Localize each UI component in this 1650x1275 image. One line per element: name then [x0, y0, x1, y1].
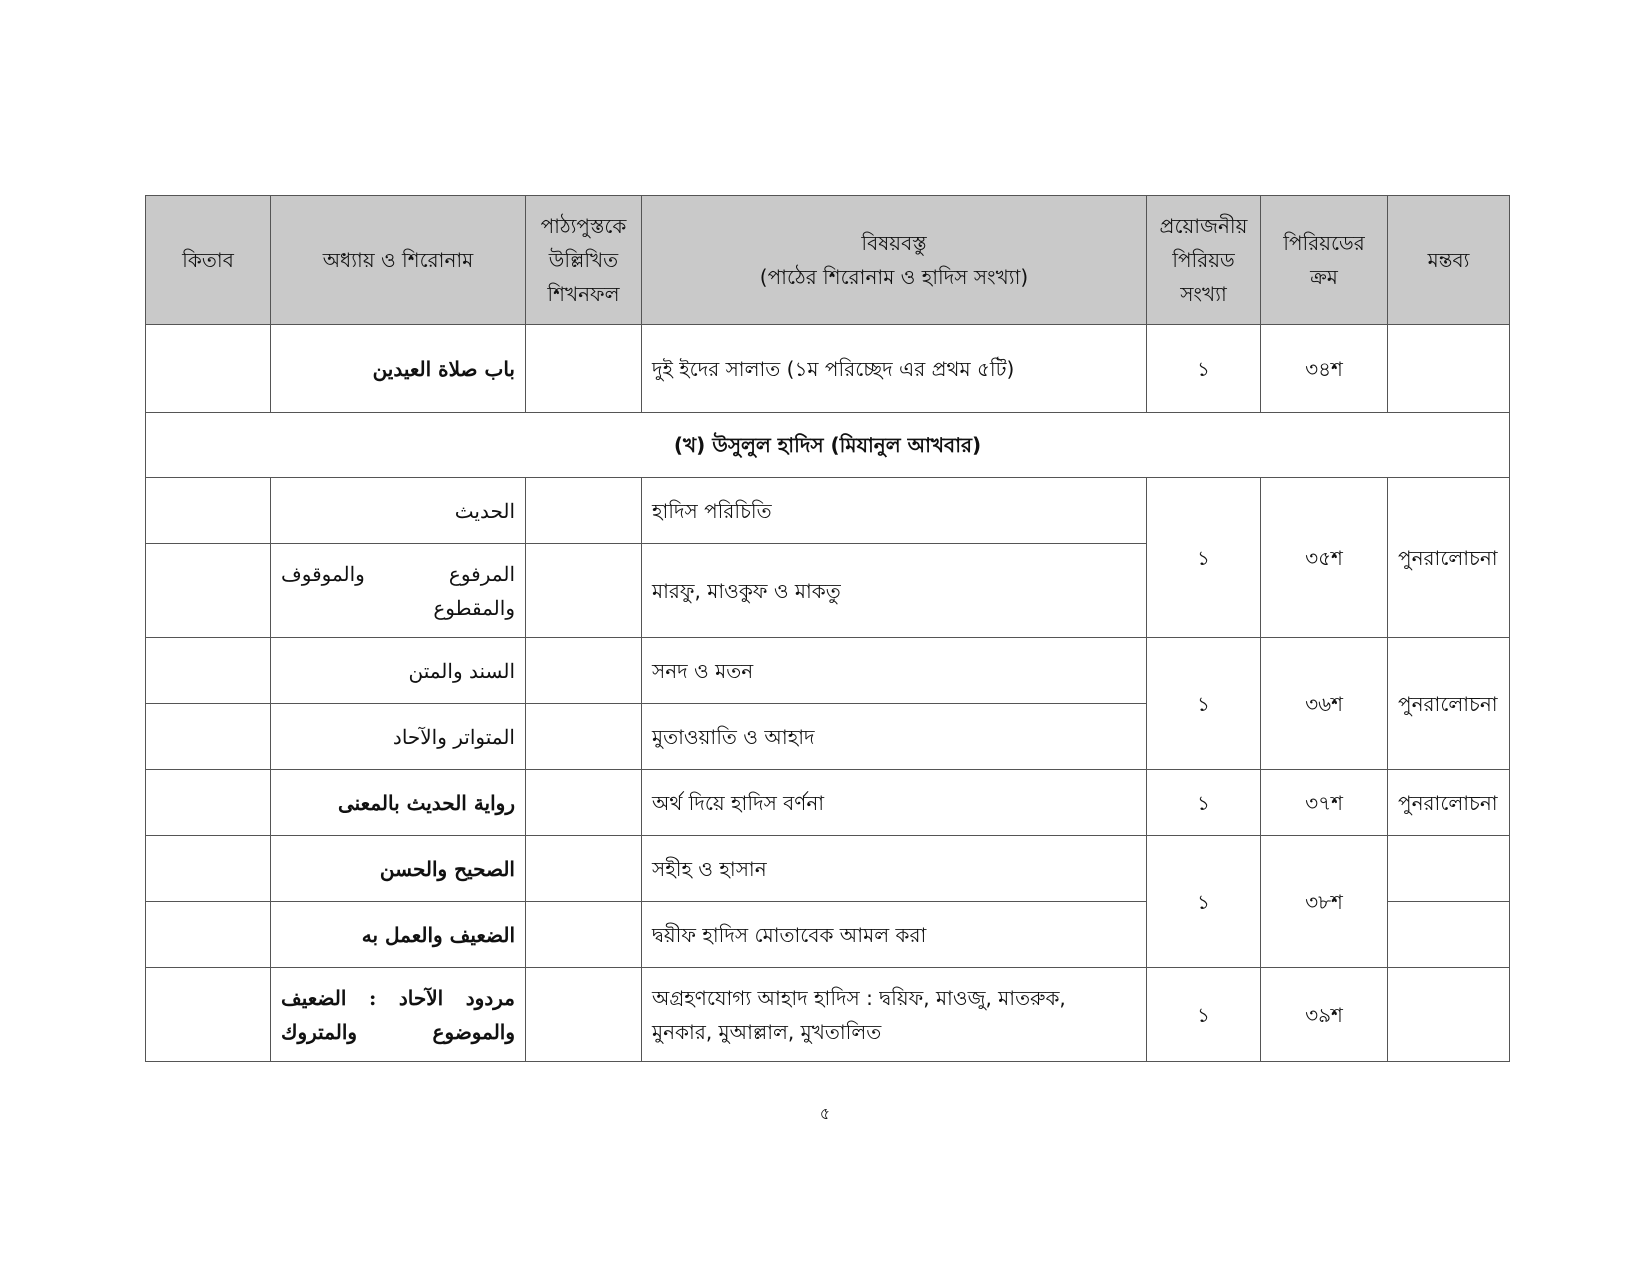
- cell-outcome: [526, 836, 642, 902]
- cell-kitab: [146, 770, 271, 836]
- cell-order: ৩৮শ: [1261, 836, 1388, 968]
- cell-periods: ১: [1147, 770, 1261, 836]
- cell-chapter-line2: والمقطوع: [433, 595, 515, 620]
- section-title: (খ) উসুলুল হাদিস (মিযানুল আখবার): [146, 413, 1510, 478]
- cell-periods: ১: [1147, 478, 1261, 638]
- cell-chapter: الصحيح والحسن: [271, 836, 526, 902]
- cell-chapter: رواية الحديث بالمعنى: [271, 770, 526, 836]
- cell-order: ৩৯শ: [1261, 968, 1388, 1062]
- header-kitab: কিতাব: [146, 196, 271, 325]
- cell-remark: [1388, 325, 1510, 413]
- cell-content: দুই ইদের সালাত (১ম পরিচ্ছেদ এর প্রথম ৫টি): [642, 325, 1147, 413]
- header-periods: প্রয়োজনীয় পিরিয়ড সংখ্যা: [1147, 196, 1261, 325]
- cell-remark: [1388, 968, 1510, 1062]
- header-row: [146, 196, 1510, 325]
- cell-remark: পুনরালোচনা: [1388, 638, 1510, 770]
- cell-content-line1: অগ্রহণযোগ্য আহাদ হাদিস : দ্বয়িফ, মাওজু, মাতরুক,: [652, 985, 1066, 1010]
- cell-order: ৩৫শ: [1261, 478, 1388, 638]
- cell-remark: [1388, 836, 1510, 902]
- cell-chapter: [271, 544, 526, 638]
- table-row: [146, 478, 1510, 544]
- header-remark: মন্তব্য: [1388, 196, 1510, 325]
- cell-content: অর্থ দিয়ে হাদিস বর্ণনা: [642, 770, 1147, 836]
- table-row: [146, 770, 1510, 836]
- cell-outcome: [526, 478, 642, 544]
- cell-outcome: [526, 544, 642, 638]
- cell-chapter: [271, 968, 526, 1062]
- cell-kitab: [146, 478, 271, 544]
- page-number: ৫: [819, 1104, 831, 1123]
- cell-chapter: المتواتر والآحاد: [271, 704, 526, 770]
- header-outcome: পাঠ্যপুস্তকে উল্লিখিত শিখনফল: [526, 196, 642, 325]
- table-row: [146, 968, 1510, 1062]
- cell-content: হাদিস পরিচিতি: [642, 478, 1147, 544]
- header-content-line1: বিষয়বস্তু: [861, 231, 927, 255]
- cell-kitab: [146, 638, 271, 704]
- cell-content: [642, 968, 1147, 1062]
- cell-content-line2: মুনকার, মুআল্লাল, মুখতালিত: [652, 1019, 882, 1044]
- cell-periods: ১: [1147, 968, 1261, 1062]
- cell-outcome: [526, 968, 642, 1062]
- cell-remark: [1388, 902, 1510, 968]
- header-content-line2: (পাঠের শিরোনাম ও হাদিস সংখ্যা): [759, 265, 1029, 289]
- cell-outcome: [526, 638, 642, 704]
- cell-order: ৩৭শ: [1261, 770, 1388, 836]
- cell-remark: পুনরালোচনা: [1388, 770, 1510, 836]
- cell-kitab: [146, 902, 271, 968]
- cell-chapter-line1: المرفوع والموقوف: [281, 561, 515, 586]
- cell-chapter: الحديث: [271, 478, 526, 544]
- table-row: [146, 325, 1510, 413]
- cell-chapter: الضعيف والعمل به: [271, 902, 526, 968]
- cell-remark: পুনরালোচনা: [1388, 478, 1510, 638]
- cell-kitab: [146, 325, 271, 413]
- syllabus-table: [145, 195, 1510, 1062]
- cell-kitab: [146, 704, 271, 770]
- cell-outcome: [526, 902, 642, 968]
- section-header-row: [146, 413, 1510, 478]
- cell-content: সনদ ও মতন: [642, 638, 1147, 704]
- cell-chapter: باب صلاة العيدين: [271, 325, 526, 413]
- header-content: [642, 196, 1147, 325]
- cell-kitab: [146, 544, 271, 638]
- cell-content: মারফু, মাওকুফ ও মাকতু: [642, 544, 1147, 638]
- cell-order: ৩৬শ: [1261, 638, 1388, 770]
- cell-content: দ্বয়ীফ হাদিস মোতাবেক আমল করা: [642, 902, 1147, 968]
- cell-chapter: السند والمتن: [271, 638, 526, 704]
- cell-content: সহীহ ও হাসান: [642, 836, 1147, 902]
- table-row: [146, 638, 1510, 704]
- table-row: [146, 836, 1510, 902]
- header-chapter: অধ্যায় ও শিরোনাম: [271, 196, 526, 325]
- cell-periods: ১: [1147, 325, 1261, 413]
- cell-kitab: [146, 836, 271, 902]
- cell-kitab: [146, 968, 271, 1062]
- cell-content: মুতাওয়াতি ও আহাদ: [642, 704, 1147, 770]
- cell-periods: ১: [1147, 836, 1261, 968]
- cell-order: ৩৪শ: [1261, 325, 1388, 413]
- cell-chapter-line1: مردود الآحاد : الضعيف: [281, 985, 515, 1010]
- cell-outcome: [526, 770, 642, 836]
- cell-outcome: [526, 704, 642, 770]
- cell-periods: ১: [1147, 638, 1261, 770]
- header-order: পিরিয়ডের ক্রম: [1261, 196, 1388, 325]
- cell-outcome: [526, 325, 642, 413]
- cell-chapter-line2: والموضوع والمتروك: [281, 1019, 515, 1044]
